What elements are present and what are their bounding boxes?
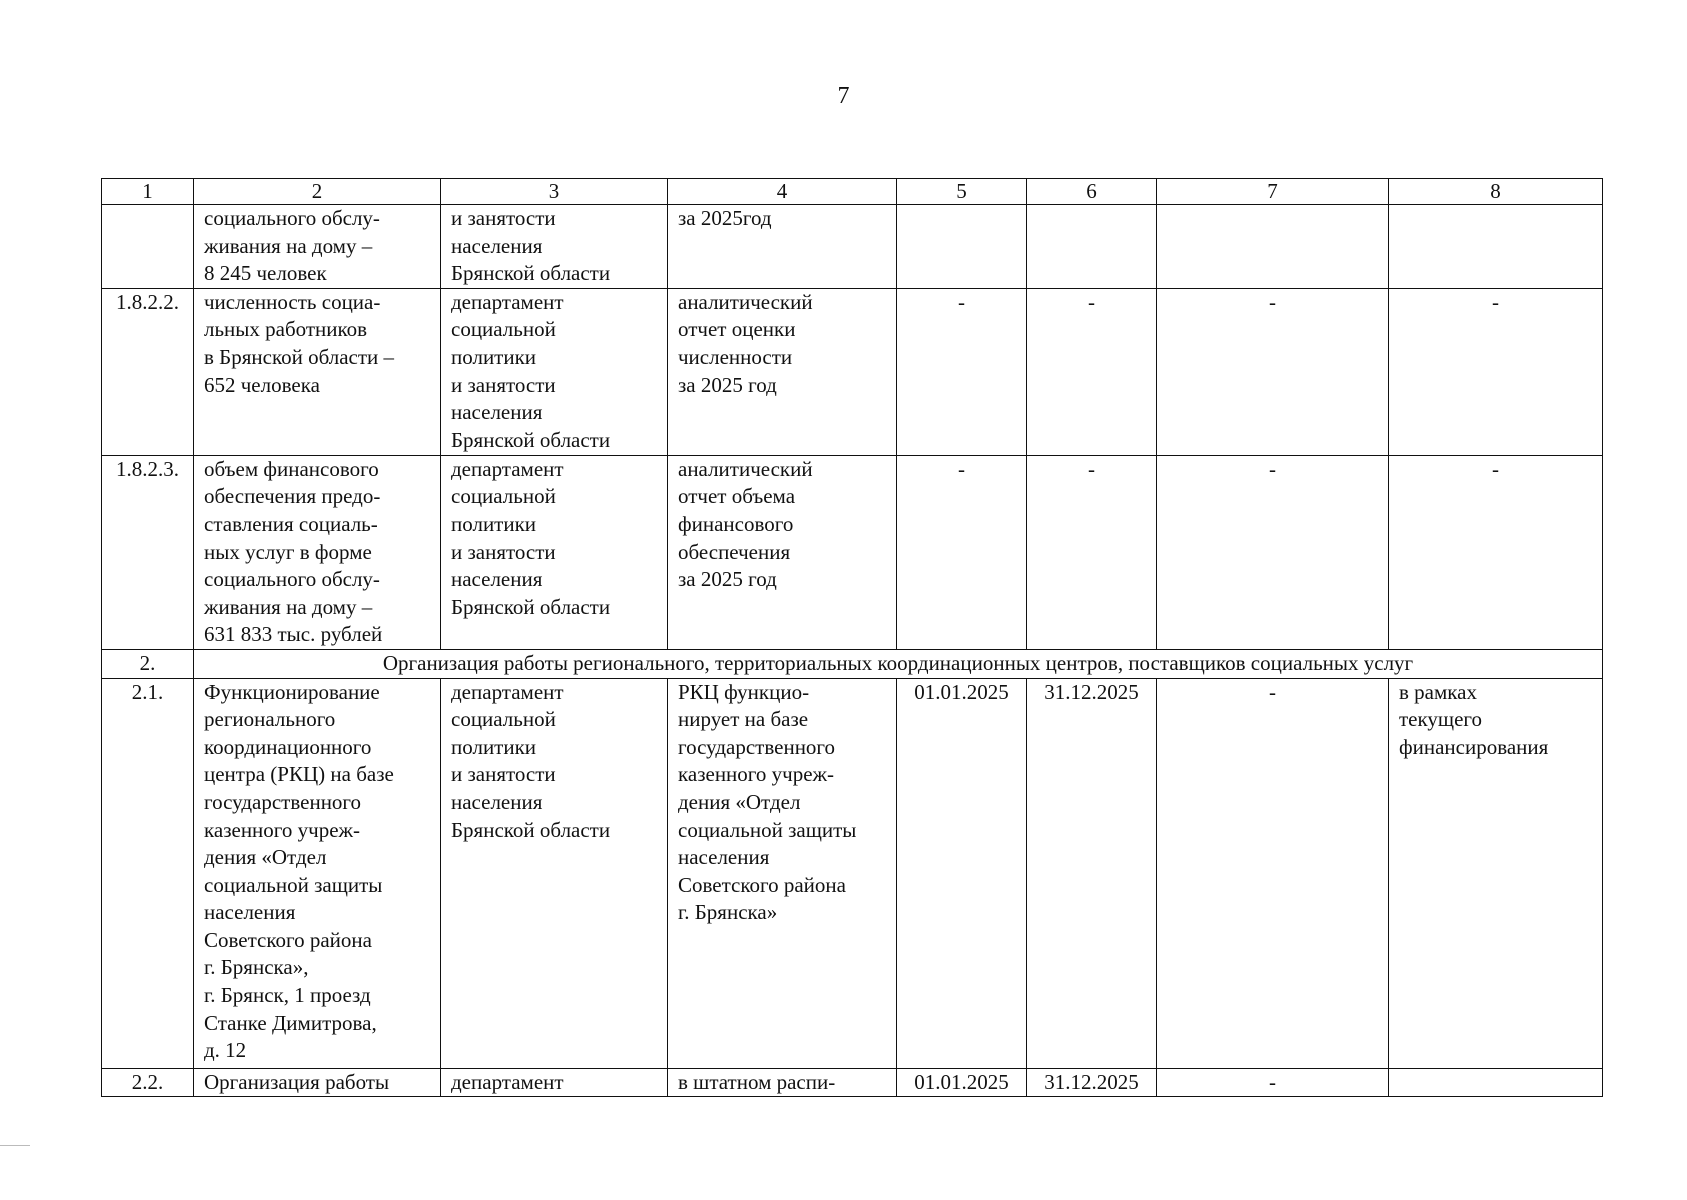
cell-text-line: финансирования xyxy=(1399,734,1549,759)
start-date-cell xyxy=(897,205,1027,289)
cell-text-line: численности xyxy=(678,344,793,369)
col7-cell xyxy=(1157,205,1389,289)
end-date-cell: 31.12.2025 xyxy=(1027,1068,1157,1097)
cell-text-line: казенного учреж- xyxy=(204,817,361,842)
cell-text-line: и занятости xyxy=(451,762,556,787)
measure-name-cell xyxy=(194,678,441,1068)
cell-text-line: отчет объема xyxy=(678,484,796,509)
cell-text-line: г. Брянска» xyxy=(678,900,778,925)
cell-text-line: д. 12 xyxy=(204,1038,247,1063)
cell-text-line: обеспечения предо- xyxy=(204,484,381,509)
col-header-5: 5 xyxy=(897,179,1027,205)
table-row xyxy=(102,1068,1603,1097)
col-header-2: 2 xyxy=(194,179,441,205)
cell-text-line: департамент xyxy=(451,289,564,314)
cell-text-line: 631 833 тыс. рублей xyxy=(204,622,383,647)
margin-mark xyxy=(0,1145,30,1146)
cell-text-line: населения xyxy=(451,400,543,425)
cell-text-line: за 2025 год xyxy=(678,567,777,592)
cell-text-line: за 2025год xyxy=(678,206,772,230)
plan-table xyxy=(101,178,1603,1097)
measure-name-cell xyxy=(194,1068,441,1097)
cell-text-line: РКЦ функцио- xyxy=(678,679,810,704)
cell-text-line: и занятости xyxy=(451,206,556,230)
cell-text-line: государственного xyxy=(204,789,362,814)
cell-text-line: социальной xyxy=(451,484,556,509)
row-number xyxy=(102,205,194,289)
cell-text-line: социального обслу- xyxy=(204,206,380,230)
cell-text-line: отчет оценки xyxy=(678,317,796,342)
cell-text-line: ставления социаль- xyxy=(204,511,378,536)
col-header-1: 1 xyxy=(102,179,194,205)
result-cell xyxy=(668,205,897,289)
cell-text-line: г. Брянска», xyxy=(204,955,309,980)
cell-text-line: Брянской области xyxy=(451,817,611,842)
result-cell xyxy=(668,288,897,455)
col7-cell: - xyxy=(1157,455,1389,649)
col7-cell: - xyxy=(1157,288,1389,455)
cell-text-line: и занятости xyxy=(451,539,556,564)
cell-text-line: Брянской области xyxy=(451,261,611,286)
cell-text-line: 652 человека xyxy=(204,372,320,397)
cell-text-line: социальной защиты xyxy=(678,817,857,842)
cell-text-line: дения «Отдел xyxy=(204,845,327,870)
cell-text-line: государственного xyxy=(678,734,836,759)
end-date-cell: 31.12.2025 xyxy=(1027,678,1157,1068)
cell-text-line: Советского района xyxy=(678,872,846,897)
column-number-row xyxy=(102,179,1603,205)
start-date-cell: 01.01.2025 xyxy=(897,678,1027,1068)
section-title: Организация работы регионального, территориальных координационных центров, поставщиков социальных услуг xyxy=(194,649,1603,678)
start-date-cell: - xyxy=(897,455,1027,649)
cell-text-line: населения xyxy=(204,900,296,925)
end-date-cell xyxy=(1027,205,1157,289)
cell-text-line: и занятости xyxy=(451,372,556,397)
cell-text-line: департамент xyxy=(451,1069,564,1094)
table-row xyxy=(102,205,1603,289)
responsible-cell xyxy=(441,288,668,455)
cell-text-line: населения xyxy=(451,233,543,258)
cell-text-line: Функционирование xyxy=(204,679,380,704)
cell-text-line: живания на дому – xyxy=(204,233,373,258)
section-row xyxy=(102,649,1603,678)
responsible-cell xyxy=(441,678,668,1068)
measure-name-cell xyxy=(194,205,441,289)
cell-text-line: социальной xyxy=(451,317,556,342)
cell-text-line: Брянской области xyxy=(451,594,611,619)
cell-text-line: живания на дому – xyxy=(204,594,373,619)
table-row xyxy=(102,678,1603,1068)
cell-text-line: финансового xyxy=(678,511,794,536)
col8-cell xyxy=(1389,205,1603,289)
cell-text-line: в рамках xyxy=(1399,679,1477,704)
responsible-cell xyxy=(441,1068,668,1097)
measure-name-cell xyxy=(194,455,441,649)
page-number: 7 xyxy=(837,83,850,109)
col-header-6: 6 xyxy=(1027,179,1157,205)
cell-text-line: объем финансового xyxy=(204,456,379,481)
cell-text-line: населения xyxy=(678,845,770,870)
cell-text-line: Брянской области xyxy=(451,427,611,452)
cell-text-line: социальной xyxy=(451,707,556,732)
cell-text-line: политики xyxy=(451,344,537,369)
cell-text-line: регионального xyxy=(204,707,336,732)
cell-text-line: аналитический xyxy=(678,456,813,481)
cell-text-line: дения «Отдел xyxy=(678,789,801,814)
section-number: 2. xyxy=(102,649,194,678)
col8-cell xyxy=(1389,1068,1603,1097)
end-date-cell: - xyxy=(1027,288,1157,455)
cell-text-line: в штатном распи- xyxy=(678,1069,836,1094)
cell-text-line: ных услуг в форме xyxy=(204,539,372,564)
row-number: 1.8.2.3. xyxy=(102,455,194,649)
row-number: 2.2. xyxy=(102,1068,194,1097)
responsible-cell xyxy=(441,205,668,289)
cell-text-line: льных работников xyxy=(204,317,368,342)
cell-text-line: координационного xyxy=(204,734,372,759)
row-number: 1.8.2.2. xyxy=(102,288,194,455)
col-header-4: 4 xyxy=(668,179,897,205)
cell-text-line: Станке Димитрова, xyxy=(204,1010,377,1035)
cell-text-line: социальной защиты xyxy=(204,872,383,897)
cell-text-line: 8 245 человек xyxy=(204,261,327,286)
col8-cell: - xyxy=(1389,288,1603,455)
cell-text-line: казенного учреж- xyxy=(678,762,835,787)
cell-text-line: Советского района xyxy=(204,927,372,952)
end-date-cell: - xyxy=(1027,455,1157,649)
cell-text-line: департамент xyxy=(451,456,564,481)
cell-text-line: политики xyxy=(451,511,537,536)
cell-text-line: населения xyxy=(451,789,543,814)
cell-text-line: численность социа- xyxy=(204,289,381,314)
cell-text-line: г. Брянск, 1 проезд xyxy=(204,983,371,1008)
cell-text-line: Организация работы xyxy=(204,1069,390,1094)
cell-text-line: текущего xyxy=(1399,707,1482,732)
col-header-3: 3 xyxy=(441,179,668,205)
measure-name-cell xyxy=(194,288,441,455)
cell-text-line: в Брянской области – xyxy=(204,344,395,369)
cell-text-line: обеспечения xyxy=(678,539,791,564)
start-date-cell: 01.01.2025 xyxy=(897,1068,1027,1097)
cell-text-line: политики xyxy=(451,734,537,759)
result-cell xyxy=(668,455,897,649)
col7-cell: - xyxy=(1157,1068,1389,1097)
cell-text-line: аналитический xyxy=(678,289,813,314)
result-cell xyxy=(668,1068,897,1097)
start-date-cell: - xyxy=(897,288,1027,455)
responsible-cell xyxy=(441,455,668,649)
result-cell xyxy=(668,678,897,1068)
table-row xyxy=(102,288,1603,455)
table-row xyxy=(102,455,1603,649)
row-number: 2.1. xyxy=(102,678,194,1068)
col7-cell: - xyxy=(1157,678,1389,1068)
cell-text-line: центра (РКЦ) на базе xyxy=(204,762,394,787)
cell-text-line: нирует на базе xyxy=(678,707,809,732)
col8-cell: - xyxy=(1389,455,1603,649)
col-header-8: 8 xyxy=(1389,179,1603,205)
col-header-7: 7 xyxy=(1157,179,1389,205)
cell-text-line: департамент xyxy=(451,679,564,704)
cell-text-line: за 2025 год xyxy=(678,372,777,397)
cell-text-line: населения xyxy=(451,567,543,592)
cell-text-line: социального обслу- xyxy=(204,567,380,592)
col8-cell xyxy=(1389,678,1603,1068)
